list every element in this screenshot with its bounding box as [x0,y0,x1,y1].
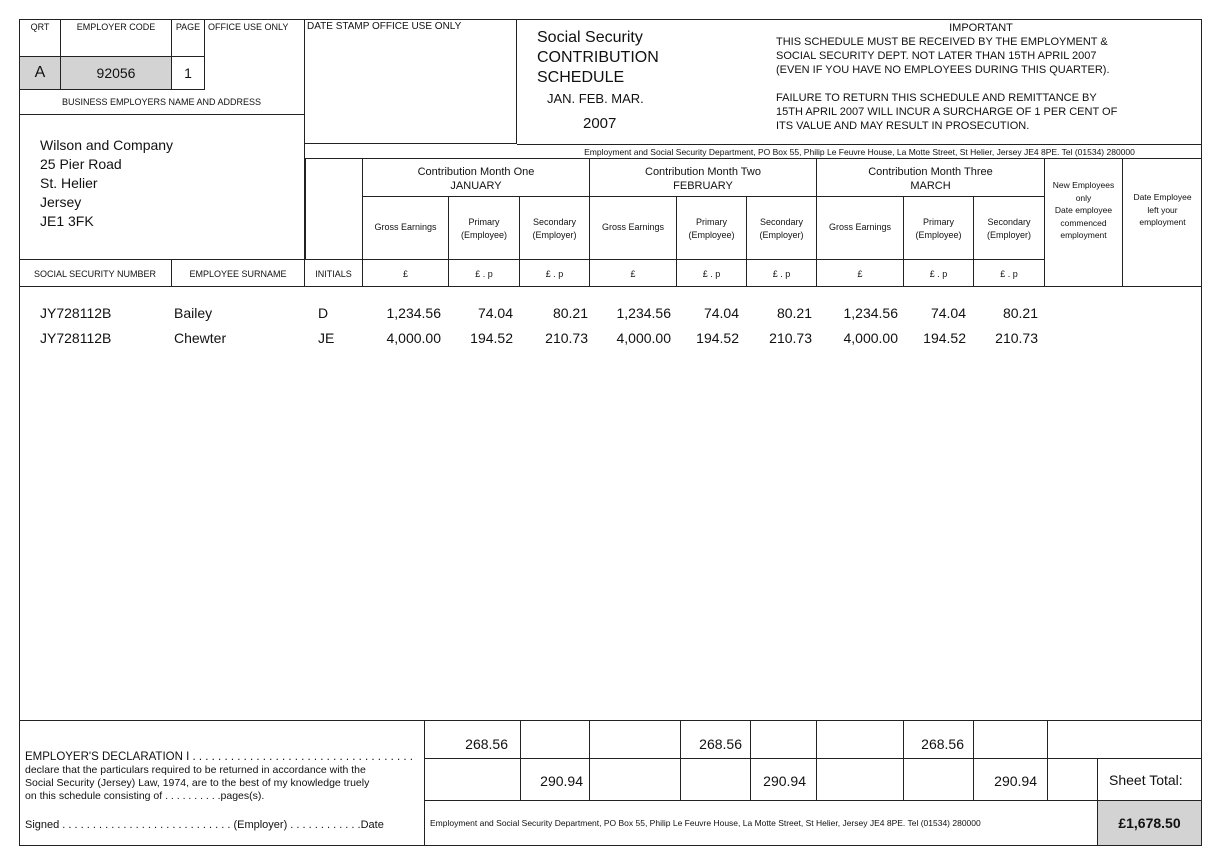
qrt-label: QRT [30,22,50,32]
primary-total: 268.56 [465,736,508,752]
important-line: FAILURE TO RETURN THIS SCHEDULE AND REMITTANCE BY [776,92,1097,104]
secondary-header: Secondary (Employer) [974,197,1045,259]
header-bottom-rule [1045,286,1202,287]
primary-header: Primary (Employee) [904,197,974,259]
primary-header: Primary (Employee) [449,197,520,259]
month-three-name: MARCH [910,180,951,192]
table-row [0,330,1224,350]
totals-col-rule [1047,720,1048,800]
employee-surname: Bailey [174,305,213,321]
schedule-year: 2007 [583,115,617,132]
employee-ssn: JY728112B [40,330,112,346]
gross-earnings-value: 1,234.56 [386,305,441,321]
totals-col-rule [816,720,817,800]
unit-cell: £ . p [904,259,974,287]
important-line [776,77,1186,91]
totals-col-rule [903,720,904,800]
table-row [0,305,1224,325]
month-three-title: Contribution Month Three [868,166,993,178]
date-stamp-label: DATE STAMP OFFICE USE ONLY [307,21,462,32]
important-line: THIS SCHEDULE MUST BE RECEIVED BY THE EMPLOYMENT & [776,36,1108,48]
employer-code-value: 92056 [61,57,172,90]
schedule-title [537,28,757,88]
primary-value: 194.52 [923,330,966,346]
address-line: JE1 3FK [40,213,94,229]
important-line: ITS VALUE AND MAY RESULT IN PROSECUTION. [776,120,1030,132]
employer-code-label: EMPLOYER CODE [76,22,156,32]
unit-cell: £ . p [520,259,590,287]
secondary-value: 210.73 [769,330,812,346]
ssn-header: SOCIAL SECURITY NUMBER [19,259,172,287]
primary-value: 74.04 [703,305,739,321]
totals-left-rule [424,720,425,846]
secondary-header: Secondary (Employer) [520,197,590,259]
important-line: (EVEN IF YOU HAVE NO EMPLOYEES DURING THIS QUARTER). [776,64,1110,76]
business-label: BUSINESS EMPLOYERS NAME AND ADDRESS [61,97,262,107]
initials-header-blank [305,159,363,259]
secondary-total: 290.94 [994,773,1037,789]
secondary-value: 210.73 [995,330,1038,346]
totals-mid-rule [424,758,1202,759]
declaration-line: declare that the particulars required to be returned in accordance with the [25,764,366,776]
employee-surname: Chewter [174,330,227,346]
date-stamp-cell [305,19,517,144]
primary-header: Primary (Employee) [677,197,747,259]
business-label-cell [19,90,305,115]
month-two-title: Contribution Month Two [645,166,761,178]
primary-value: 194.52 [696,330,739,346]
gross-earnings-header: Gross Earnings [590,197,677,259]
gross-earnings-value: 1,234.56 [616,305,671,321]
qrt-value: A [20,57,61,90]
month-one-title: Contribution Month One [417,166,535,178]
address-text [40,136,173,231]
employee-initials: JE [318,330,335,346]
primary-value: 74.04 [930,305,966,321]
month-three-header [817,159,1045,197]
unit-cell: £ . p [449,259,520,287]
dept-address-strip-left [305,144,517,159]
office-use-cell [205,19,305,90]
unit-cell: £ . p [747,259,817,287]
declaration-line: Social Security (Jersey) Law, 1974, are to the best of my knowledge truely [25,777,370,789]
title-line: CONTRIBUTION [537,49,659,66]
unit-cell: £ . p [677,259,747,287]
month-two-header [590,159,817,197]
secondary-value: 210.73 [545,330,588,346]
important-title: IMPORTANT [949,22,1013,34]
declaration-line: on this schedule consisting of . . . . . . . . . .pages(s). [25,790,265,802]
gross-earnings-value: 4,000.00 [616,330,671,346]
address-line: Wilson and Company [40,137,174,153]
primary-value: 194.52 [470,330,513,346]
month-two-name: FEBRUARY [673,180,733,192]
title-line: SCHEDULE [537,69,625,86]
page-label: PAGE [175,22,201,32]
date-left-header: Date Employee left your employment [1133,192,1192,227]
new-employees-header: New Employees only Date employee commenced employment [1045,159,1123,287]
title-line: Social Security [537,29,643,46]
secondary-value: 80.21 [776,305,812,321]
surname-header: EMPLOYEE SURNAME [172,259,305,287]
initials-header: INITIALS [305,259,363,287]
quarter-months: JAN. FEB. MAR. [547,91,644,106]
secondary-total: 290.94 [763,773,806,789]
totals-bottom-rule [424,800,1202,801]
totals-col-rule [750,720,751,800]
qrt-header-cell [19,19,61,57]
employer-declaration [25,751,420,803]
page-value: 1 [172,57,205,90]
address-line: Jersey [40,194,82,210]
totals-col-rule [680,720,681,800]
secondary-total: 290.94 [540,773,583,789]
gross-earnings-value: 4,000.00 [843,330,898,346]
unit-cell: £ [817,259,904,287]
month-one-name: JANUARY [450,180,502,192]
gross-earnings-value: 4,000.00 [386,330,441,346]
dept-address-strip [517,144,1202,159]
primary-total: 268.56 [921,736,964,752]
employee-ssn: JY728112B [40,305,112,321]
secondary-value: 80.21 [1002,305,1038,321]
unit-cell: £ [363,259,449,287]
gross-earnings-value: 1,234.56 [843,305,898,321]
gross-earnings-header: Gross Earnings [363,197,449,259]
sheet-total-label: Sheet Total: [1109,772,1183,788]
employee-initials: D [318,305,329,321]
totals-col-rule [973,720,974,800]
office-use-label: OFFICE USE ONLY [208,22,289,32]
unit-cell: £ . p [974,259,1045,287]
important-line: SOCIAL SECURITY DEPT. NOT LATER THAN 15TH APRIL 2007 [776,50,1097,62]
secondary-value: 80.21 [552,305,588,321]
address-line: St. Helier [40,175,98,191]
footer-rule [19,720,1202,721]
important-notice [776,21,1186,133]
gross-earnings-header: Gross Earnings [817,197,904,259]
address-block [19,115,305,259]
unit-cell: £ [590,259,677,287]
address-line: 25 Pier Road [40,156,122,172]
sheet-total-value: £1,678.50 [1098,801,1201,845]
footer-dept-address: Employment and Social Security Department, PO Box 55, Philip Le Feuvre House, La Motte Street, St Helier, Jersey JE4 8PE. Tel (01534) 280000 [430,818,981,828]
secondary-header: Secondary (Employer) [747,197,817,259]
month-one-header [363,159,590,197]
page-header-cell [172,19,205,57]
primary-total: 268.56 [699,736,742,752]
dept-address: Employment and Social Security Department, PO Box 55, Philip Le Feuvre House, La Motte Street, St Helier, Jersey JE4 8PE. Tel (01534) 280000 [584,147,1135,157]
totals-col-rule [520,720,521,800]
primary-value: 74.04 [477,305,513,321]
totals-col-rule [589,720,590,800]
declaration-line: EMPLOYER'S DECLARATION I . . . . . . . . . . . . . . . . . . . . . . . . . . . . . . . . . . . [25,751,413,763]
important-line: 15TH APRIL 2007 WILL INCUR A SURCHARGE OF 1 PER CENT OF [776,106,1118,118]
employer-code-header-cell [61,19,172,57]
signature-line: Signed . . . . . . . . . . . . . . . . . . . . . . . . . . . . (Employer) . . . . . . . . . . . .Date [25,819,384,831]
